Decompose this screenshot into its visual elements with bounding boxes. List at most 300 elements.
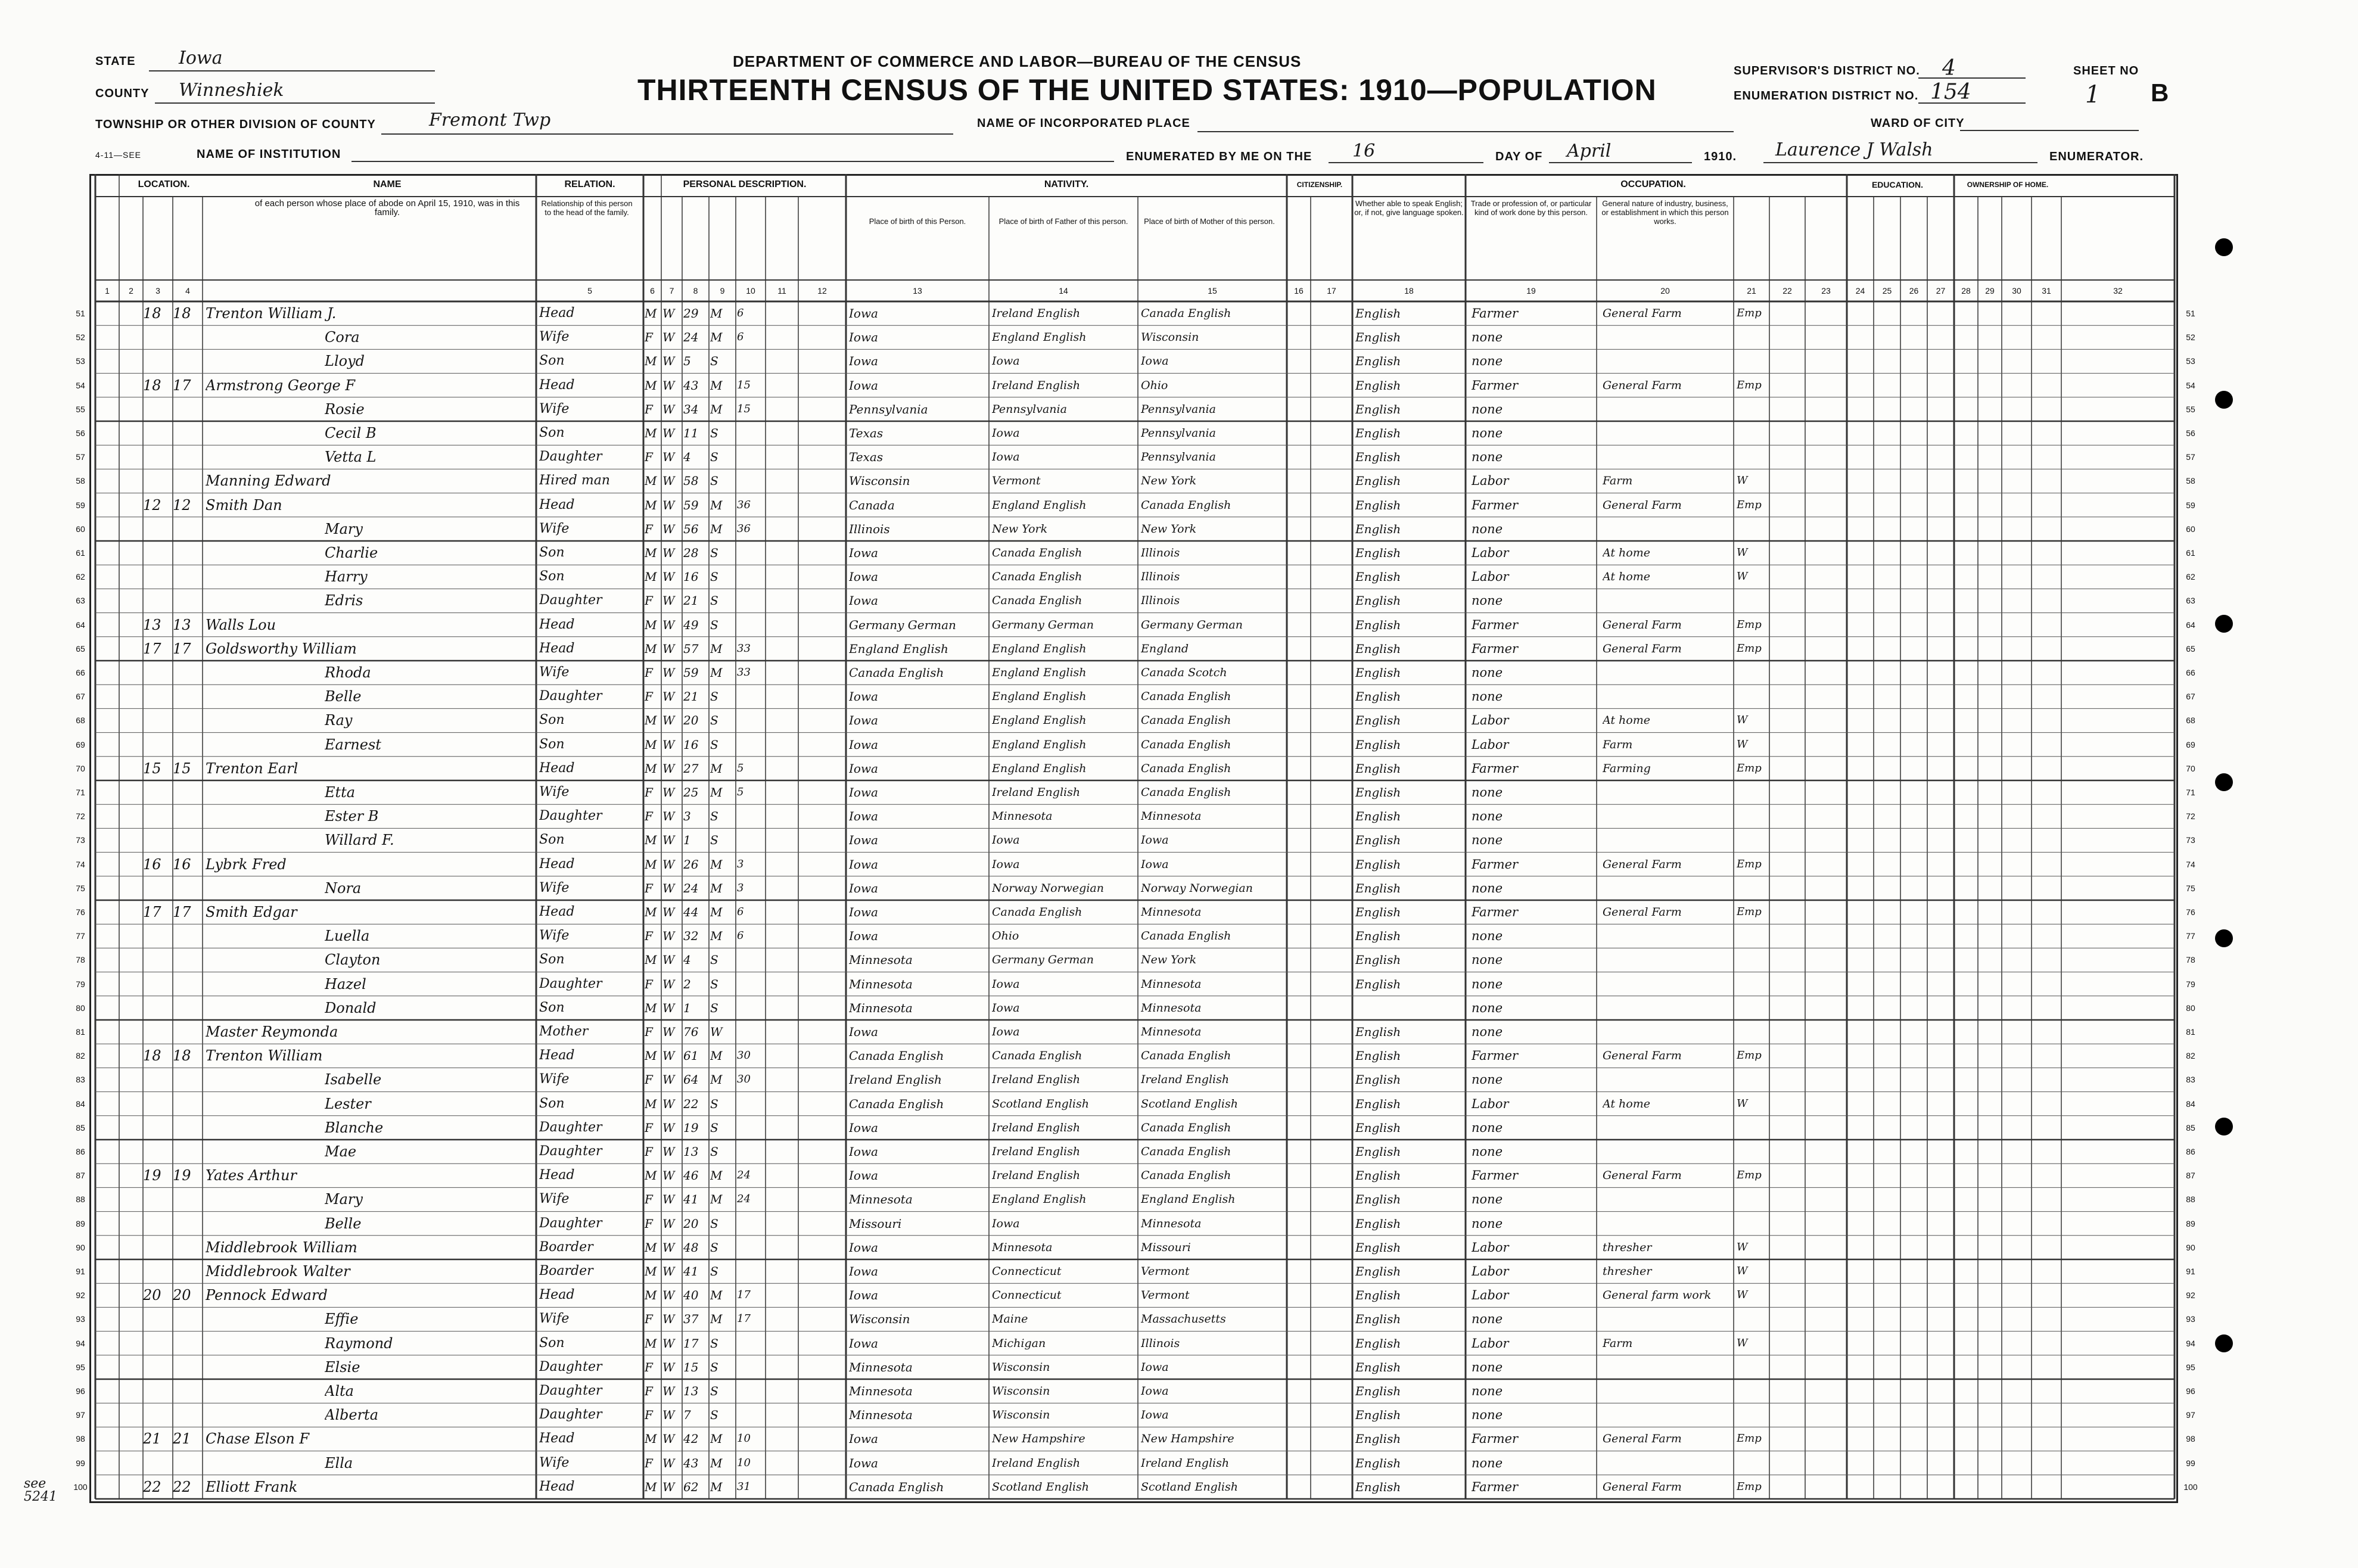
cell-trade: none xyxy=(1472,402,1503,416)
cell-name: Master Reymonda xyxy=(206,1023,338,1040)
cell-mp: Pennsylvania xyxy=(1141,427,1216,440)
cell-fp: Wisconsin xyxy=(992,1385,1050,1398)
cell-bp: Germany German xyxy=(849,617,956,632)
cell-trade: Labor xyxy=(1472,737,1509,752)
cell-mp: Canada English xyxy=(1141,929,1231,943)
binding-hole xyxy=(2215,391,2233,409)
cell-name: Belle xyxy=(325,688,362,705)
cell-fp: Connecticut xyxy=(992,1265,1062,1278)
cell-ms: M xyxy=(710,1288,723,1303)
cell-age: 64 xyxy=(683,1072,699,1087)
cell-fp: Iowa xyxy=(992,1217,1020,1230)
cell-mp: Ohio xyxy=(1141,378,1168,392)
line-number: 82 xyxy=(2186,1051,2195,1061)
line-number: 54 xyxy=(2186,380,2195,390)
cell-bp: Canada English xyxy=(849,665,944,680)
cell-lang: English xyxy=(1355,905,1401,919)
cell-name: Yates Arthur xyxy=(206,1167,297,1184)
column-number: 14 xyxy=(1059,286,1068,295)
form-number: 4-11—SEE xyxy=(95,150,141,160)
township-label: TOWNSHIP OR OTHER DIVISION OF COUNTY xyxy=(95,118,376,131)
cell-rel: Head xyxy=(539,1168,575,1183)
cell-ms: M xyxy=(710,905,723,919)
line-number: 85 xyxy=(76,1122,85,1133)
cell-trade: none xyxy=(1472,1216,1503,1231)
cell-sex: M xyxy=(645,857,657,872)
cell-ind: Farm xyxy=(1603,474,1633,488)
cell-bp: Canada English xyxy=(849,1049,944,1063)
cell-sex: M xyxy=(645,546,657,560)
cell-mp: Canada English xyxy=(1141,690,1231,704)
cell-ms: M xyxy=(710,1192,723,1207)
line-number: 80 xyxy=(2186,1003,2195,1013)
cell-fp: England English xyxy=(992,331,1087,344)
cell-sex: M xyxy=(645,354,657,369)
line-number: 56 xyxy=(76,428,85,438)
cell-mp: New York xyxy=(1141,953,1197,967)
cell-race: W xyxy=(662,306,675,321)
cell-lang: English xyxy=(1355,330,1401,345)
line-number: 95 xyxy=(76,1362,85,1372)
column-number: 1 xyxy=(105,286,110,295)
cell-bp: Iowa xyxy=(849,929,878,944)
cell-name: Goldsworthy William xyxy=(206,640,357,657)
cell-rel: Son xyxy=(539,952,565,967)
cell-fp: Scotland English xyxy=(992,1480,1089,1494)
cell-ms: S xyxy=(710,570,718,584)
cell-bp: Iowa xyxy=(849,330,878,345)
cell-bp: Texas xyxy=(849,450,884,465)
cell-lang: English xyxy=(1355,1359,1401,1374)
cell-age: 46 xyxy=(683,1168,699,1183)
line-number: 71 xyxy=(2186,788,2195,797)
cell-emp: W xyxy=(1737,474,1748,487)
cell-ind: General Farm xyxy=(1603,857,1682,871)
cell-trade: none xyxy=(1472,1384,1503,1398)
cell-ms: S xyxy=(710,976,718,991)
cell-emp: Emp xyxy=(1737,378,1762,391)
cell-bp: Iowa xyxy=(849,378,878,393)
cell-ms: S xyxy=(710,1144,718,1159)
cell-trade: Farmer xyxy=(1472,1049,1519,1063)
cell-age: 4 xyxy=(683,953,691,967)
cell-rel: Wife xyxy=(539,1191,570,1207)
cell-race: W xyxy=(662,1192,675,1207)
cell-rel: Daughter xyxy=(539,593,602,608)
cell-sex: M xyxy=(645,474,657,489)
cell-fp: New Hampshire xyxy=(992,1432,1085,1446)
cell-race: W xyxy=(662,953,675,967)
cell-rel: Head xyxy=(539,497,575,512)
cell-fp: Ireland English xyxy=(992,1145,1081,1158)
cell-race: W xyxy=(662,905,675,919)
cell-bp: England English xyxy=(849,641,948,656)
cell-age: 25 xyxy=(683,785,699,799)
cell-lang: English xyxy=(1355,641,1401,656)
day-line xyxy=(1329,162,1483,163)
line-number: 70 xyxy=(76,763,85,773)
line-number: 52 xyxy=(2186,332,2195,343)
cell-trade: Farmer xyxy=(1472,1479,1519,1494)
cell-name: Alta xyxy=(325,1383,354,1399)
cell-ms: M xyxy=(710,1168,723,1183)
cell-age: 22 xyxy=(683,1096,699,1111)
cell-fp: England English xyxy=(992,714,1087,727)
cell-ind: General farm work xyxy=(1603,1289,1712,1302)
cell-yrs: 17 xyxy=(737,1289,751,1302)
cell-ind: At home xyxy=(1603,1097,1650,1110)
cell-sex: M xyxy=(645,1479,657,1494)
cell-yrs: 5 xyxy=(737,761,744,774)
column-number: 6 xyxy=(650,286,655,295)
cell-fam: 17 xyxy=(173,904,191,920)
cell-rel: Daughter xyxy=(539,1407,602,1423)
line-number: 64 xyxy=(76,620,85,630)
cell-race: W xyxy=(662,809,675,824)
cell-name: Belle xyxy=(325,1215,362,1232)
cell-lang: English xyxy=(1355,1432,1401,1446)
cell-name: Walls Lou xyxy=(206,616,276,633)
cell-rel: Son xyxy=(539,569,565,584)
line-number: 86 xyxy=(2186,1147,2195,1156)
sheet-side: B xyxy=(2151,79,2169,107)
cell-mp: Illinois xyxy=(1141,570,1180,584)
ward-line xyxy=(1960,130,2139,131)
cell-fp: England English xyxy=(992,1193,1087,1206)
cell-bp: Iowa xyxy=(849,713,878,728)
cell-name: Blanche xyxy=(325,1119,384,1136)
line-number: 80 xyxy=(76,1003,85,1013)
column-number: 10 xyxy=(746,286,755,295)
line-number: 54 xyxy=(76,380,85,390)
cell-emp: Emp xyxy=(1737,498,1762,511)
binding-hole xyxy=(2215,1118,2233,1135)
cell-bp: Iowa xyxy=(849,1455,878,1470)
line-number: 53 xyxy=(76,356,85,366)
cell-age: 56 xyxy=(683,521,699,536)
cell-bp: Iowa xyxy=(849,1168,878,1183)
cell-lang: English xyxy=(1355,1455,1401,1470)
cell-yrs: 36 xyxy=(737,522,751,535)
cell-name: Willard F. xyxy=(325,832,394,849)
cell-fam: 17 xyxy=(173,640,191,657)
cell-name: Alberta xyxy=(325,1407,378,1424)
cell-sex: F xyxy=(645,665,653,680)
cell-sex: F xyxy=(645,929,653,944)
cell-name: Rosie xyxy=(325,400,365,418)
cell-mp: New York xyxy=(1141,522,1197,536)
cell-dw: 18 xyxy=(143,1047,161,1065)
cell-bp: Pennsylvania xyxy=(849,402,928,416)
cell-rel: Boarder xyxy=(539,1239,593,1255)
cell-trade: Farmer xyxy=(1472,378,1519,393)
line-number: 74 xyxy=(2186,859,2195,869)
cell-race: W xyxy=(662,1120,675,1135)
cell-mp: Norway Norwegian xyxy=(1141,881,1253,895)
cell-dw: 13 xyxy=(143,616,161,633)
cell-bp: Iowa xyxy=(849,1288,878,1303)
line-number: 51 xyxy=(76,309,85,318)
cell-yrs: 10 xyxy=(737,1456,751,1469)
line-number: 68 xyxy=(2186,715,2195,726)
month-line xyxy=(1549,162,1692,163)
cell-dw: 18 xyxy=(143,305,161,322)
cell-mp: Iowa xyxy=(1141,354,1169,368)
cell-fp: Canada English xyxy=(992,594,1082,608)
line-number: 88 xyxy=(76,1194,85,1205)
cell-ind: General Farm xyxy=(1603,642,1682,655)
cell-race: W xyxy=(662,593,675,608)
column-number: 28 xyxy=(1961,286,1971,295)
cell-mp: Canada English xyxy=(1141,738,1231,751)
cell-rel: Head xyxy=(539,377,575,393)
cell-bp: Iowa xyxy=(849,809,878,824)
cell-sex: M xyxy=(645,641,657,656)
cell-fam: 22 xyxy=(173,1478,191,1495)
cell-fp: Canada English xyxy=(992,570,1082,584)
column-number: 26 xyxy=(1909,286,1919,295)
cell-bp: Minnesota xyxy=(849,976,913,991)
cell-ms: S xyxy=(710,450,718,465)
enumerator-label: ENUMERATOR. xyxy=(2049,150,2144,163)
cell-rel: Son xyxy=(539,832,565,848)
cell-trade: Farmer xyxy=(1472,1168,1519,1183)
cell-rel: Head xyxy=(539,1431,575,1446)
cell-ms: S xyxy=(710,1336,718,1351)
column-number: 20 xyxy=(1660,286,1670,295)
cell-lang: English xyxy=(1355,737,1401,752)
line-number: 64 xyxy=(2186,620,2195,630)
cell-race: W xyxy=(662,1000,675,1015)
cell-race: W xyxy=(662,1432,675,1446)
cell-sex: F xyxy=(645,1312,653,1327)
cell-fam: 21 xyxy=(173,1430,191,1448)
cell-age: 3 xyxy=(683,809,691,824)
cell-name: Chase Elson F xyxy=(206,1430,309,1448)
census-title: THIRTEENTH CENSUS OF THE UNITED STATES: 1910—POPULATION xyxy=(637,73,1657,107)
cell-lang: English xyxy=(1355,1025,1401,1039)
cell-bp: Illinois xyxy=(849,521,890,536)
cell-ind: General Farm xyxy=(1603,1480,1682,1494)
cell-fam: 15 xyxy=(173,760,191,777)
line-number: 51 xyxy=(2186,309,2195,318)
cell-emp: Emp xyxy=(1737,1049,1762,1062)
line-number: 81 xyxy=(2186,1027,2195,1037)
cell-age: 16 xyxy=(683,737,699,752)
cell-race: W xyxy=(662,426,675,440)
cell-ind: General Farm xyxy=(1603,1049,1682,1063)
column-number: 13 xyxy=(913,286,922,295)
cell-name: Manning Edward xyxy=(206,472,331,490)
line-number: 78 xyxy=(76,955,85,965)
cell-bp: Minnesota xyxy=(849,1408,913,1423)
column-number: 31 xyxy=(2042,286,2051,295)
cell-yrs: 24 xyxy=(737,1193,751,1206)
cell-ms: S xyxy=(710,737,718,752)
column-number: 4 xyxy=(185,286,190,295)
cell-sex: M xyxy=(645,1049,657,1063)
cell-fp: Iowa xyxy=(992,427,1020,440)
cell-fp: Scotland English xyxy=(992,1097,1089,1110)
cell-name: Pennock Edward xyxy=(206,1287,328,1304)
cell-dw: 21 xyxy=(143,1430,161,1448)
enumeration-district-value: 154 xyxy=(1930,80,1971,104)
line-number: 83 xyxy=(2186,1075,2195,1085)
line-number: 98 xyxy=(2186,1434,2195,1444)
cell-sex: M xyxy=(645,953,657,967)
line-number: 62 xyxy=(76,572,85,582)
cell-mp: Iowa xyxy=(1141,1385,1169,1398)
cell-sex: M xyxy=(645,713,657,728)
cell-fp: Michigan xyxy=(992,1336,1046,1350)
line-number: 96 xyxy=(76,1386,85,1396)
state-line xyxy=(149,70,435,71)
column-number: 8 xyxy=(693,286,698,295)
line-number: 92 xyxy=(2186,1290,2195,1301)
cell-yrs: 30 xyxy=(737,1073,751,1086)
line-number: 75 xyxy=(76,883,85,893)
line-number: 58 xyxy=(2186,476,2195,486)
cell-yrs: 17 xyxy=(737,1312,751,1326)
cell-dw: 16 xyxy=(143,855,161,873)
cell-lang: English xyxy=(1355,426,1401,440)
line-number: 73 xyxy=(2186,835,2195,845)
cell-lang: English xyxy=(1355,450,1401,465)
column-number: 17 xyxy=(1327,286,1336,295)
column-number: 9 xyxy=(720,286,725,295)
line-number: 96 xyxy=(2186,1386,2195,1396)
group-name: NAME xyxy=(373,179,402,189)
cell-lang: English xyxy=(1355,1408,1401,1423)
cell-fp: England English xyxy=(992,642,1087,655)
cell-rel: Hired man xyxy=(539,473,610,489)
line-number: 61 xyxy=(2186,548,2195,558)
line-number: 61 xyxy=(76,548,85,558)
cell-age: 20 xyxy=(683,1216,699,1231)
line-number: 87 xyxy=(2186,1171,2195,1181)
cell-dw: 17 xyxy=(143,640,161,657)
cell-trade: Farmer xyxy=(1472,1432,1519,1446)
cell-ms: M xyxy=(710,761,723,776)
group-citizenship: CITIZENSHIP. xyxy=(1296,181,1343,189)
cell-lang: English xyxy=(1355,1288,1401,1303)
line-number: 91 xyxy=(76,1267,85,1276)
line-number: 70 xyxy=(2186,763,2195,773)
cell-emp: W xyxy=(1737,546,1748,559)
cell-yrs: 10 xyxy=(737,1432,751,1445)
cell-emp: Emp xyxy=(1737,857,1762,870)
cell-age: 1 xyxy=(683,833,691,848)
cell-name: Lloyd xyxy=(325,353,365,370)
line-number: 82 xyxy=(76,1051,85,1061)
cell-trade: Farmer xyxy=(1472,761,1519,776)
cell-age: 7 xyxy=(683,1408,691,1423)
cell-trade: none xyxy=(1472,1192,1503,1207)
cell-sex: F xyxy=(645,1408,653,1423)
cell-trade: none xyxy=(1472,881,1503,895)
line-number: 86 xyxy=(76,1147,85,1156)
cell-emp: Emp xyxy=(1737,906,1762,918)
line-number: 91 xyxy=(2186,1267,2195,1276)
cell-sex: F xyxy=(645,1216,653,1231)
cell-rel: Wife xyxy=(539,329,570,345)
column-number: 3 xyxy=(155,286,160,295)
cell-bp: Wisconsin xyxy=(849,1312,910,1327)
cell-race: W xyxy=(662,833,675,848)
line-number: 72 xyxy=(2186,811,2195,822)
enumerated-label: ENUMERATED BY ME ON THE xyxy=(1126,150,1312,163)
cell-mp: Massachusetts xyxy=(1141,1312,1226,1326)
binding-hole xyxy=(2215,929,2233,947)
cell-trade: none xyxy=(1472,976,1503,991)
cell-lang: English xyxy=(1355,1240,1401,1255)
line-number: 73 xyxy=(76,835,85,845)
cell-race: W xyxy=(662,450,675,465)
cell-age: 58 xyxy=(683,474,699,489)
cell-yrs: 33 xyxy=(737,666,751,679)
cell-fp: New York xyxy=(992,522,1048,536)
cell-lang: English xyxy=(1355,593,1401,608)
column-number: 29 xyxy=(1985,286,1995,295)
cell-age: 59 xyxy=(683,497,699,512)
enumerated-month: April xyxy=(1567,141,1612,161)
cell-race: W xyxy=(662,521,675,536)
line-number: 97 xyxy=(76,1410,85,1420)
cell-yrs: 31 xyxy=(737,1480,751,1493)
cell-yrs: 6 xyxy=(737,307,744,319)
cell-fp: Connecticut xyxy=(992,1289,1062,1302)
cell-name: Smith Dan xyxy=(206,496,282,514)
column-number: 7 xyxy=(669,286,674,295)
cell-trade: none xyxy=(1472,833,1503,848)
cell-fam: 18 xyxy=(173,1047,191,1065)
line-number: 87 xyxy=(76,1171,85,1181)
cell-ind: At home xyxy=(1603,570,1650,584)
cell-ms: M xyxy=(710,378,723,393)
cell-race: W xyxy=(662,1336,675,1351)
line-number: 98 xyxy=(76,1434,85,1444)
cell-ind: thresher xyxy=(1603,1265,1652,1278)
cell-bp: Wisconsin xyxy=(849,474,910,489)
cell-fp: Wisconsin xyxy=(992,1408,1050,1422)
line-number: 59 xyxy=(76,500,85,510)
line-number: 94 xyxy=(76,1338,85,1348)
cell-ms: W xyxy=(710,1025,723,1039)
cell-trade: Labor xyxy=(1472,1336,1509,1351)
cell-ms: M xyxy=(710,306,723,321)
cell-lang: English xyxy=(1355,570,1401,584)
cell-age: 2 xyxy=(683,976,691,991)
cell-trade: Farmer xyxy=(1472,497,1519,512)
cell-race: W xyxy=(662,1144,675,1159)
cell-name: Elliott Frank xyxy=(206,1478,298,1495)
cell-trade: none xyxy=(1472,1000,1503,1015)
cell-trade: none xyxy=(1472,689,1503,704)
cell-rel: Son xyxy=(539,545,565,560)
group-occupation: OCCUPATION. xyxy=(1620,179,1686,189)
cell-lang: English xyxy=(1355,785,1401,799)
cell-fp: Iowa xyxy=(992,977,1020,991)
cell-trade: none xyxy=(1472,593,1503,608)
cell-age: 1 xyxy=(683,1000,691,1015)
cell-fp: Ireland English xyxy=(992,1456,1081,1470)
cell-sex: M xyxy=(645,737,657,752)
cell-race: W xyxy=(662,785,675,799)
cell-sex: M xyxy=(645,570,657,584)
cell-mp: Canada English xyxy=(1141,498,1231,512)
cell-trade: Farmer xyxy=(1472,905,1519,919)
line-number: 99 xyxy=(2186,1458,2195,1468)
